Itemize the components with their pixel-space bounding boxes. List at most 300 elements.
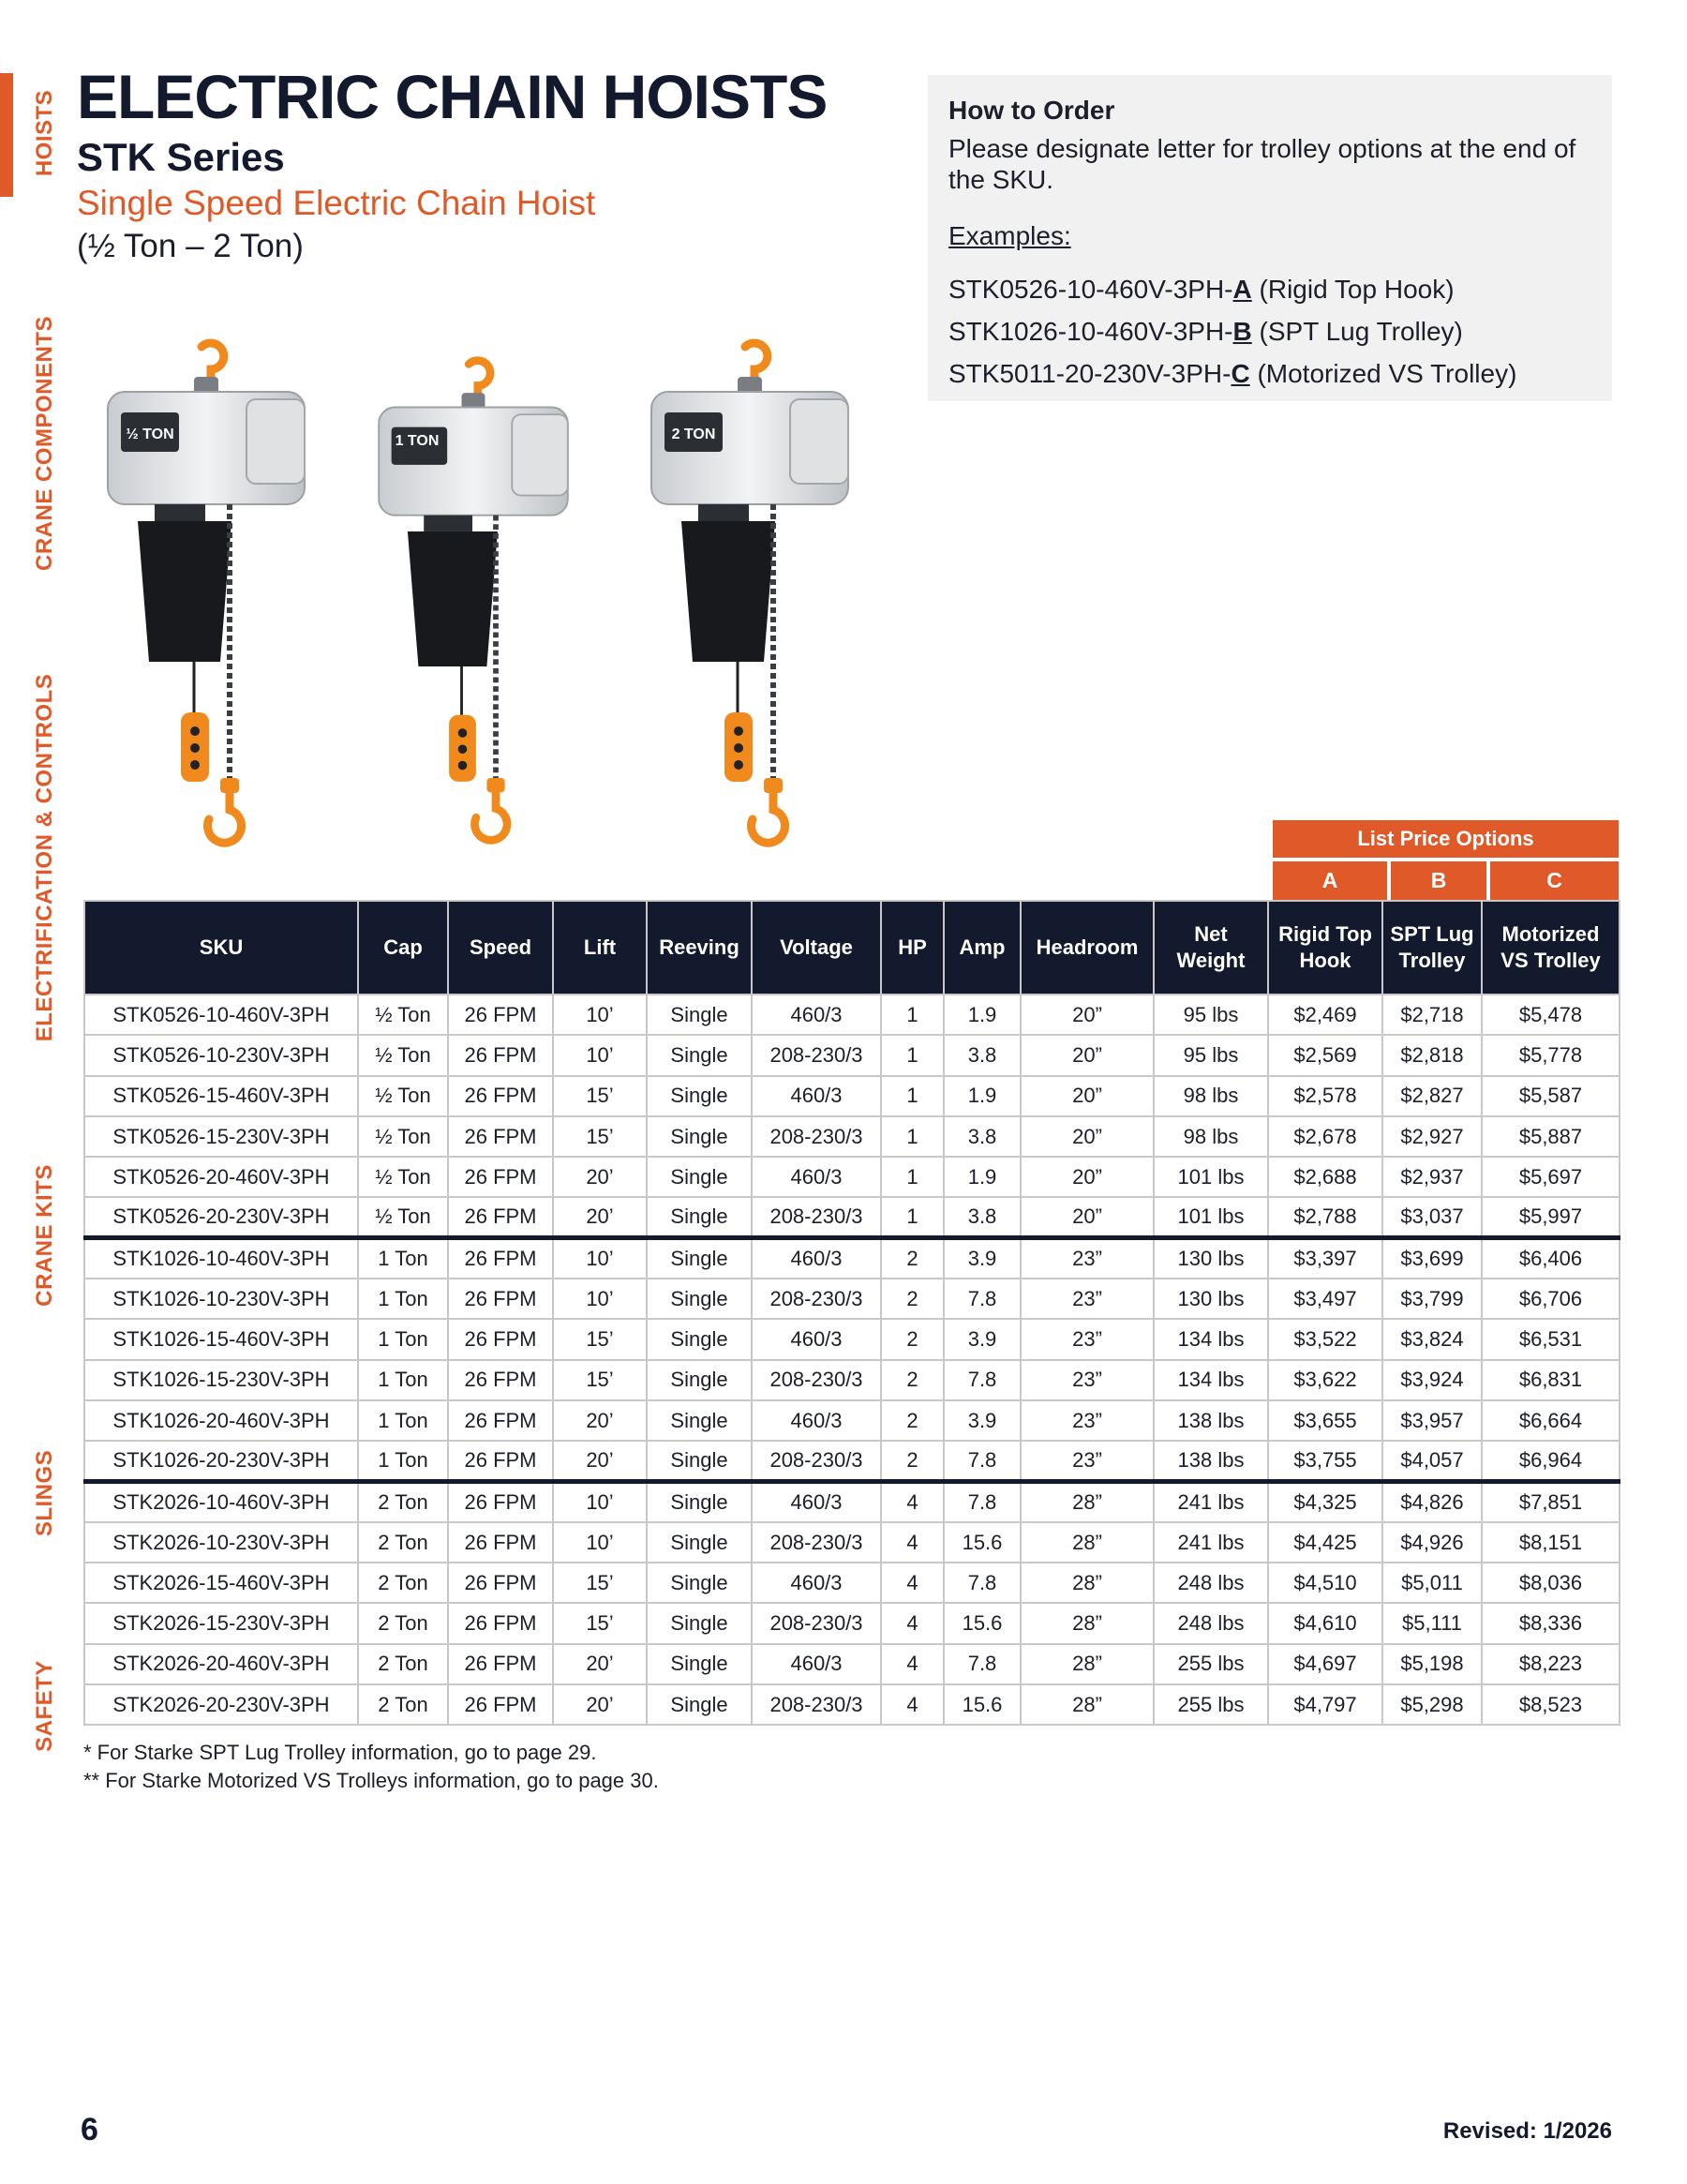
cell-reeving: Single	[647, 1035, 752, 1075]
cell-amp: 7.8	[944, 1482, 1021, 1522]
cell-reeving: Single	[647, 1482, 752, 1522]
cell-hp: 2	[881, 1400, 944, 1441]
cell-price-c: $8,336	[1482, 1603, 1620, 1643]
cell-reeving: Single	[647, 1157, 752, 1197]
footnote-spt-lug-trolley: * For Starke SPT Lug Trolley information, go to page 29.	[83, 1741, 597, 1764]
cell-lift: 10’	[553, 1279, 647, 1319]
cell-net-weight: 101 lbs	[1154, 1197, 1268, 1237]
table-row	[84, 1197, 1620, 1237]
side-nav-item-crane-kits[interactable]: CRANE KITS	[32, 1164, 57, 1307]
cell-price-b: $2,937	[1382, 1157, 1482, 1197]
cell-price-a: $4,425	[1268, 1522, 1382, 1563]
cell-lift: 20’	[553, 1197, 647, 1237]
cell-net-weight: 95 lbs	[1154, 995, 1268, 1035]
how-to-order-box	[928, 75, 1612, 401]
col-header-headroom: Headroom	[1021, 901, 1154, 995]
cell-hp: 1	[881, 1076, 944, 1116]
cell-net-weight: 248 lbs	[1154, 1603, 1268, 1643]
cell-cap: 2 Ton	[358, 1603, 448, 1643]
cell-price-c: $5,697	[1482, 1157, 1620, 1197]
cell-price-c: $5,997	[1482, 1197, 1620, 1237]
cell-voltage: 208-230/3	[752, 1441, 881, 1481]
cell-net-weight: 134 lbs	[1154, 1360, 1268, 1400]
cell-reeving: Single	[647, 1076, 752, 1116]
table-row	[84, 1603, 1620, 1643]
col-header-lift: Lift	[553, 901, 647, 995]
cell-cap: 1 Ton	[358, 1400, 448, 1441]
cell-sku: STK0526-20-230V-3PH	[84, 1197, 358, 1237]
cell-price-a: $3,655	[1268, 1400, 1382, 1441]
cell-price-b: $2,818	[1382, 1035, 1482, 1075]
cell-speed: 26 FPM	[448, 1644, 553, 1684]
cell-cap: 1 Ton	[358, 1360, 448, 1400]
cell-lift: 15’	[553, 1319, 647, 1359]
cell-hp: 2	[881, 1319, 944, 1359]
how-to-order-title: How to Order	[948, 96, 1115, 125]
cell-speed: 26 FPM	[448, 1116, 553, 1157]
cell-sku: STK0526-15-230V-3PH	[84, 1116, 358, 1157]
cell-sku: STK0526-10-230V-3PH	[84, 1035, 358, 1075]
cell-hp: 4	[881, 1603, 944, 1643]
cell-hp: 1	[881, 995, 944, 1035]
table-row	[84, 1441, 1620, 1481]
cell-net-weight: 138 lbs	[1154, 1441, 1268, 1481]
cell-sku: STK0526-20-460V-3PH	[84, 1157, 358, 1197]
cell-price-c: $8,523	[1482, 1684, 1620, 1725]
cell-price-b: $3,824	[1382, 1319, 1482, 1359]
cell-cap: ½ Ton	[358, 1197, 448, 1237]
cell-voltage: 460/3	[752, 1400, 881, 1441]
cell-hp: 1	[881, 1197, 944, 1237]
cell-hp: 4	[881, 1644, 944, 1684]
cell-amp: 15.6	[944, 1522, 1021, 1563]
cell-speed: 26 FPM	[448, 1360, 553, 1400]
hoist-image-one-ton	[379, 361, 568, 841]
cell-speed: 26 FPM	[448, 1157, 553, 1197]
capacity-range: (½ Ton – 2 Ton)	[77, 228, 304, 264]
table-row	[84, 1076, 1620, 1116]
cell-hp: 4	[881, 1563, 944, 1603]
cell-headroom: 23”	[1021, 1238, 1154, 1279]
cell-net-weight: 134 lbs	[1154, 1319, 1268, 1359]
cell-amp: 1.9	[944, 1076, 1021, 1116]
cell-reeving: Single	[647, 1238, 752, 1279]
cell-net-weight: 255 lbs	[1154, 1644, 1268, 1684]
cell-lift: 10’	[553, 1522, 647, 1563]
cell-price-a: $3,622	[1268, 1360, 1382, 1400]
cell-lift: 10’	[553, 995, 647, 1035]
cell-price-c: $6,706	[1482, 1279, 1620, 1319]
hoist-spec-table	[83, 900, 1620, 1726]
cell-price-c: $6,831	[1482, 1360, 1620, 1400]
table-row	[84, 1360, 1620, 1400]
side-nav-item-electrification-controls[interactable]: ELECTRIFICATION & CONTROLS	[32, 673, 57, 1042]
cell-amp: 15.6	[944, 1684, 1021, 1725]
cell-net-weight: 101 lbs	[1154, 1157, 1268, 1197]
cell-hp: 4	[881, 1482, 944, 1522]
cell-voltage: 460/3	[752, 1644, 881, 1684]
cell-sku: STK1026-20-230V-3PH	[84, 1441, 358, 1481]
col-header-motorized-vs-trolley: Motorized VS Trolley	[1482, 901, 1620, 995]
cell-price-b: $3,924	[1382, 1360, 1482, 1400]
col-header-net-weight: Net Weight	[1154, 901, 1268, 995]
cell-price-a: $3,522	[1268, 1319, 1382, 1359]
cell-sku: STK2026-10-460V-3PH	[84, 1482, 358, 1522]
table-row	[84, 1157, 1620, 1197]
cell-sku: STK2026-10-230V-3PH	[84, 1522, 358, 1563]
cell-speed: 26 FPM	[448, 995, 553, 1035]
cell-price-b: $2,718	[1382, 995, 1482, 1035]
cell-sku: STK1026-10-230V-3PH	[84, 1279, 358, 1319]
hoist-image-two-ton	[651, 343, 848, 843]
cell-headroom: 28”	[1021, 1603, 1154, 1643]
cell-headroom: 20”	[1021, 1116, 1154, 1157]
cell-sku: STK2026-15-230V-3PH	[84, 1603, 358, 1643]
cell-headroom: 28”	[1021, 1684, 1154, 1725]
order-example: STK0526-10-460V-3PH-A (Rigid Top Hook)	[948, 275, 1455, 304]
table-row	[84, 1563, 1620, 1603]
cell-voltage: 208-230/3	[752, 1197, 881, 1237]
cell-speed: 26 FPM	[448, 1197, 553, 1237]
cell-reeving: Single	[647, 1441, 752, 1481]
side-nav-item-slings[interactable]: SLINGS	[32, 1449, 57, 1537]
cell-amp: 3.9	[944, 1319, 1021, 1359]
cell-speed: 26 FPM	[448, 1441, 553, 1481]
cell-sku: STK0526-15-460V-3PH	[84, 1076, 358, 1116]
cell-price-c: $6,406	[1482, 1238, 1620, 1279]
col-header-cap: Cap	[358, 901, 448, 995]
cell-voltage: 208-230/3	[752, 1360, 881, 1400]
cell-headroom: 20”	[1021, 995, 1154, 1035]
cell-headroom: 23”	[1021, 1400, 1154, 1441]
cell-speed: 26 FPM	[448, 1400, 553, 1441]
cell-price-a: $3,397	[1268, 1238, 1382, 1279]
cell-voltage: 460/3	[752, 1076, 881, 1116]
cell-voltage: 208-230/3	[752, 1603, 881, 1643]
cell-lift: 15’	[553, 1360, 647, 1400]
cell-reeving: Single	[647, 1360, 752, 1400]
how-to-order-description: Please designate letter for trolley options at the end of the SKU.	[948, 134, 1576, 194]
side-nav-item-hoists[interactable]: HOISTS	[32, 89, 57, 177]
cell-price-a: $2,569	[1268, 1035, 1382, 1075]
cell-headroom: 28”	[1021, 1482, 1154, 1522]
cell-net-weight: 130 lbs	[1154, 1279, 1268, 1319]
cell-reeving: Single	[647, 1644, 752, 1684]
cell-net-weight: 248 lbs	[1154, 1563, 1268, 1603]
cell-hp: 4	[881, 1684, 944, 1725]
order-example: STK1026-10-460V-3PH-B (SPT Lug Trolley)	[948, 317, 1463, 346]
cell-lift: 10’	[553, 1035, 647, 1075]
cell-cap: 1 Ton	[358, 1319, 448, 1359]
option-letter-c: C	[1490, 861, 1619, 900]
revised-date: Revised: 1/2026	[1442, 2118, 1612, 2144]
table-row	[84, 1035, 1620, 1075]
cell-price-b: $2,827	[1382, 1076, 1482, 1116]
col-header-spt-lug-trolley: SPT Lug Trolley	[1382, 901, 1482, 995]
order-example: STK5011-20-230V-3PH-C (Motorized VS Trolley)	[948, 359, 1517, 388]
cell-headroom: 20”	[1021, 1035, 1154, 1075]
cell-price-a: $2,688	[1268, 1157, 1382, 1197]
cell-hp: 2	[881, 1238, 944, 1279]
cell-net-weight: 241 lbs	[1154, 1482, 1268, 1522]
cell-price-c: $5,478	[1482, 995, 1620, 1035]
cell-amp: 3.8	[944, 1116, 1021, 1157]
cell-speed: 26 FPM	[448, 1482, 553, 1522]
cell-amp: 7.8	[944, 1441, 1021, 1481]
cell-price-c: $5,887	[1482, 1116, 1620, 1157]
col-header-reeving: Reeving	[647, 901, 752, 995]
cell-net-weight: 138 lbs	[1154, 1400, 1268, 1441]
table-row	[84, 1684, 1620, 1725]
cell-price-c: $5,587	[1482, 1076, 1620, 1116]
series-name: STK Series	[77, 135, 285, 179]
cell-headroom: 20”	[1021, 1197, 1154, 1237]
cell-amp: 7.8	[944, 1563, 1021, 1603]
cell-net-weight: 98 lbs	[1154, 1116, 1268, 1157]
cell-headroom: 28”	[1021, 1563, 1154, 1603]
cell-reeving: Single	[647, 1400, 752, 1441]
cell-amp: 3.9	[944, 1400, 1021, 1441]
cell-amp: 3.9	[944, 1238, 1021, 1279]
cell-sku: STK2026-20-460V-3PH	[84, 1644, 358, 1684]
cell-headroom: 20”	[1021, 1157, 1154, 1197]
cell-headroom: 23”	[1021, 1279, 1154, 1319]
cell-headroom: 23”	[1021, 1319, 1154, 1359]
cell-voltage: 208-230/3	[752, 1684, 881, 1725]
cell-net-weight: 95 lbs	[1154, 1035, 1268, 1075]
cell-sku: STK1026-15-230V-3PH	[84, 1360, 358, 1400]
cell-lift: 10’	[553, 1238, 647, 1279]
table-row	[84, 1644, 1620, 1684]
cell-lift: 15’	[553, 1563, 647, 1603]
cell-speed: 26 FPM	[448, 1522, 553, 1563]
cell-price-c: $8,151	[1482, 1522, 1620, 1563]
cell-price-a: $3,497	[1268, 1279, 1382, 1319]
cell-reeving: Single	[647, 1319, 752, 1359]
cell-speed: 26 FPM	[448, 1603, 553, 1643]
col-header-rigid-top-hook: Rigid Top Hook	[1268, 901, 1382, 995]
cell-price-a: $4,325	[1268, 1482, 1382, 1522]
cell-price-a: $3,755	[1268, 1441, 1382, 1481]
cell-voltage: 460/3	[752, 1319, 881, 1359]
cell-reeving: Single	[647, 1197, 752, 1237]
cell-price-b: $4,826	[1382, 1482, 1482, 1522]
cell-price-a: $2,578	[1268, 1076, 1382, 1116]
col-header-amp: Amp	[944, 901, 1021, 995]
cell-sku: STK2026-20-230V-3PH	[84, 1684, 358, 1725]
cell-hp: 1	[881, 1116, 944, 1157]
cell-cap: ½ Ton	[358, 1076, 448, 1116]
cell-price-c: $5,778	[1482, 1035, 1620, 1075]
table-row	[84, 995, 1620, 1035]
cell-reeving: Single	[647, 1279, 752, 1319]
col-header-speed: Speed	[448, 901, 553, 995]
cell-headroom: 20”	[1021, 1076, 1154, 1116]
col-header-voltage: Voltage	[752, 901, 881, 995]
cell-reeving: Single	[647, 1563, 752, 1603]
cell-speed: 26 FPM	[448, 1076, 553, 1116]
cell-voltage: 460/3	[752, 1482, 881, 1522]
table-row	[84, 1238, 1620, 1279]
side-nav	[0, 0, 75, 1781]
cell-price-a: $4,510	[1268, 1563, 1382, 1603]
cell-price-b: $5,198	[1382, 1644, 1482, 1684]
cell-sku: STK2026-15-460V-3PH	[84, 1563, 358, 1603]
cell-lift: 20’	[553, 1400, 647, 1441]
side-nav-active-indicator	[0, 73, 13, 197]
cell-price-c: $8,036	[1482, 1563, 1620, 1603]
cell-cap: ½ Ton	[358, 995, 448, 1035]
cell-voltage: 208-230/3	[752, 1279, 881, 1319]
cell-headroom: 28”	[1021, 1522, 1154, 1563]
cell-cap: 2 Ton	[358, 1684, 448, 1725]
cell-voltage: 208-230/3	[752, 1035, 881, 1075]
option-letter-a: A	[1273, 861, 1387, 900]
product-images	[89, 309, 876, 872]
cell-price-b: $4,926	[1382, 1522, 1482, 1563]
cell-voltage: 460/3	[752, 1563, 881, 1603]
cell-reeving: Single	[647, 1116, 752, 1157]
side-nav-item-crane-components[interactable]: CRANE COMPONENTS	[32, 315, 57, 572]
cell-price-b: $3,957	[1382, 1400, 1482, 1441]
cell-net-weight: 241 lbs	[1154, 1522, 1268, 1563]
cell-headroom: 28”	[1021, 1644, 1154, 1684]
cell-hp: 2	[881, 1279, 944, 1319]
table-row	[84, 1522, 1620, 1563]
cell-amp: 15.6	[944, 1603, 1021, 1643]
cell-price-a: $4,797	[1268, 1684, 1382, 1725]
cell-cap: 1 Ton	[358, 1238, 448, 1279]
svg-text:1 TON: 1 TON	[395, 433, 440, 449]
cell-speed: 26 FPM	[448, 1563, 553, 1603]
cell-price-a: $2,678	[1268, 1116, 1382, 1157]
svg-text:½ TON: ½ TON	[126, 426, 174, 442]
cell-amp: 7.8	[944, 1279, 1021, 1319]
cell-reeving: Single	[647, 1603, 752, 1643]
cell-speed: 26 FPM	[448, 1279, 553, 1319]
cell-price-a: $4,610	[1268, 1603, 1382, 1643]
product-subtitle: Single Speed Electric Chain Hoist	[77, 184, 596, 222]
cell-lift: 20’	[553, 1644, 647, 1684]
cell-cap: ½ Ton	[358, 1035, 448, 1075]
cell-price-b: $2,927	[1382, 1116, 1482, 1157]
cell-price-b: $3,799	[1382, 1279, 1482, 1319]
cell-speed: 26 FPM	[448, 1684, 553, 1725]
cell-lift: 15’	[553, 1076, 647, 1116]
cell-lift: 15’	[553, 1116, 647, 1157]
cell-price-b: $4,057	[1382, 1441, 1482, 1481]
cell-amp: 7.8	[944, 1644, 1021, 1684]
table-row	[84, 1482, 1620, 1522]
cell-price-b: $3,037	[1382, 1197, 1482, 1237]
cell-cap: 2 Ton	[358, 1522, 448, 1563]
cell-lift: 10’	[553, 1482, 647, 1522]
cell-lift: 20’	[553, 1684, 647, 1725]
col-header-hp: HP	[881, 901, 944, 995]
cell-hp: 4	[881, 1522, 944, 1563]
page-title: ELECTRIC CHAIN HOISTS	[77, 62, 828, 131]
cell-cap: ½ Ton	[358, 1157, 448, 1197]
cell-amp: 7.8	[944, 1360, 1021, 1400]
svg-text:2 TON: 2 TON	[671, 426, 716, 442]
cell-cap: 2 Ton	[358, 1482, 448, 1522]
cell-price-b: $5,298	[1382, 1684, 1482, 1725]
cell-cap: ½ Ton	[358, 1116, 448, 1157]
cell-price-c: $6,664	[1482, 1400, 1620, 1441]
examples-label: Examples:	[948, 221, 1071, 250]
cell-amp: 1.9	[944, 1157, 1021, 1197]
cell-price-c: $6,531	[1482, 1319, 1620, 1359]
cell-voltage: 460/3	[752, 1157, 881, 1197]
cell-price-c: $6,964	[1482, 1441, 1620, 1481]
table-header-row	[84, 901, 1620, 995]
cell-hp: 2	[881, 1441, 944, 1481]
cell-price-a: $4,697	[1268, 1644, 1382, 1684]
cell-amp: 3.8	[944, 1197, 1021, 1237]
col-header-sku: SKU	[84, 901, 358, 995]
page-number: 6	[81, 2112, 98, 2147]
cell-amp: 1.9	[944, 995, 1021, 1035]
table-row	[84, 1319, 1620, 1359]
cell-lift: 20’	[553, 1441, 647, 1481]
cell-lift: 20’	[553, 1157, 647, 1197]
cell-speed: 26 FPM	[448, 1319, 553, 1359]
cell-speed: 26 FPM	[448, 1238, 553, 1279]
cell-sku: STK0526-10-460V-3PH	[84, 995, 358, 1035]
cell-cap: 1 Ton	[358, 1441, 448, 1481]
cell-price-c: $7,851	[1482, 1482, 1620, 1522]
option-letter-b: B	[1391, 861, 1486, 900]
cell-headroom: 23”	[1021, 1441, 1154, 1481]
list-price-options-header: List Price Options	[1273, 820, 1619, 858]
cell-voltage: 460/3	[752, 995, 881, 1035]
cell-sku: STK1026-20-460V-3PH	[84, 1400, 358, 1441]
table-row	[84, 1116, 1620, 1157]
table-row	[84, 1400, 1620, 1441]
cell-amp: 3.8	[944, 1035, 1021, 1075]
cell-net-weight: 130 lbs	[1154, 1238, 1268, 1279]
cell-headroom: 23”	[1021, 1360, 1154, 1400]
cell-speed: 26 FPM	[448, 1035, 553, 1075]
cell-lift: 15’	[553, 1603, 647, 1643]
cell-sku: STK1026-10-460V-3PH	[84, 1238, 358, 1279]
cell-price-a: $2,469	[1268, 995, 1382, 1035]
cell-cap: 1 Ton	[358, 1279, 448, 1319]
cell-hp: 1	[881, 1157, 944, 1197]
hoist-image-half-ton	[108, 343, 305, 843]
cell-price-a: $2,788	[1268, 1197, 1382, 1237]
cell-voltage: 208-230/3	[752, 1116, 881, 1157]
footnote-motorized-vs-trolley: ** For Starke Motorized VS Trolleys information, go to page 30.	[83, 1769, 659, 1792]
cell-sku: STK1026-15-460V-3PH	[84, 1319, 358, 1359]
side-nav-item-safety[interactable]: SAFETY	[32, 1660, 57, 1752]
cell-hp: 2	[881, 1360, 944, 1400]
cell-voltage: 208-230/3	[752, 1522, 881, 1563]
cell-hp: 1	[881, 1035, 944, 1075]
cell-price-b: $3,699	[1382, 1238, 1482, 1279]
cell-price-b: $5,111	[1382, 1603, 1482, 1643]
cell-net-weight: 255 lbs	[1154, 1684, 1268, 1725]
cell-price-c: $8,223	[1482, 1644, 1620, 1684]
cell-reeving: Single	[647, 995, 752, 1035]
table-row	[84, 1279, 1620, 1319]
cell-net-weight: 98 lbs	[1154, 1076, 1268, 1116]
cell-reeving: Single	[647, 1522, 752, 1563]
cell-price-b: $5,011	[1382, 1563, 1482, 1603]
cell-cap: 2 Ton	[358, 1644, 448, 1684]
cell-reeving: Single	[647, 1684, 752, 1725]
cell-cap: 2 Ton	[358, 1563, 448, 1603]
